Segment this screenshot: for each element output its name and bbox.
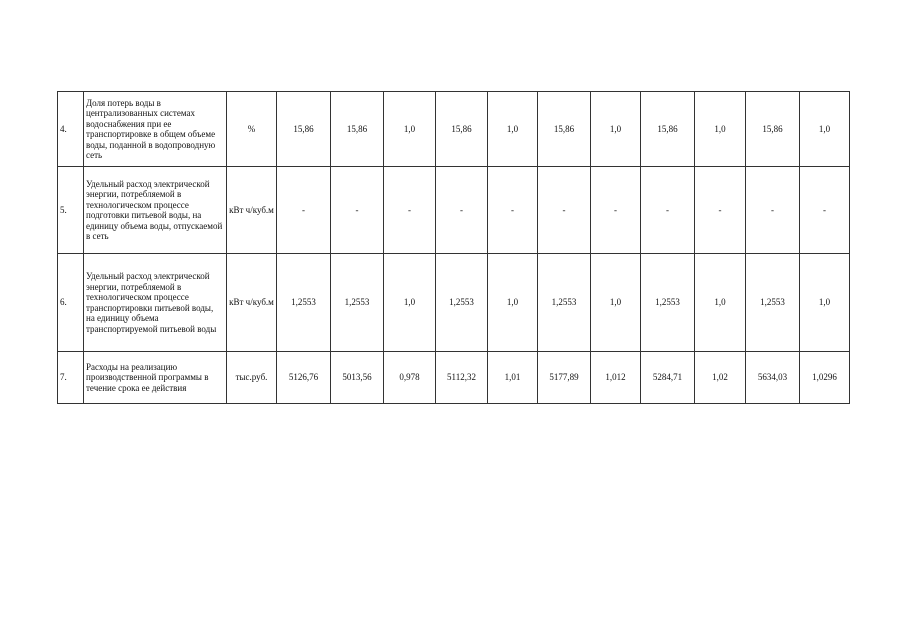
value-cell: - bbox=[277, 167, 331, 254]
value-cell: 0,978 bbox=[384, 352, 436, 404]
value-cell: 15,86 bbox=[436, 92, 488, 167]
value-cell: 1,02 bbox=[695, 352, 746, 404]
value-cell: 5634,03 bbox=[746, 352, 800, 404]
value-cell: - bbox=[641, 167, 695, 254]
value-cell: - bbox=[384, 167, 436, 254]
value-cell: 15,86 bbox=[641, 92, 695, 167]
value-cell: 1,2553 bbox=[538, 254, 591, 352]
row-number: 4. bbox=[58, 92, 84, 167]
value-cell: 5284,71 bbox=[641, 352, 695, 404]
value-cell: 1,2553 bbox=[436, 254, 488, 352]
table-row bbox=[58, 254, 850, 352]
value-cell: 1,0 bbox=[384, 254, 436, 352]
value-cell: - bbox=[436, 167, 488, 254]
table-row bbox=[58, 352, 850, 404]
unit-cell: тыс.руб. bbox=[227, 352, 277, 404]
value-cell: 15,86 bbox=[746, 92, 800, 167]
row-number: 6. bbox=[58, 254, 84, 352]
value-cell: 1,2553 bbox=[641, 254, 695, 352]
value-cell: 1,0 bbox=[384, 92, 436, 167]
indicators-table bbox=[57, 91, 850, 404]
unit-cell: % bbox=[227, 92, 277, 167]
value-cell: 5013,56 bbox=[331, 352, 384, 404]
value-cell: 15,86 bbox=[331, 92, 384, 167]
indicator-name: Доля потерь воды в централизованных системах водоснабжения при ее транспортировке в общем объеме воды, поданной в водопроводную сеть bbox=[84, 92, 227, 167]
value-cell: 1,0 bbox=[800, 254, 850, 352]
row-number: 7. bbox=[58, 352, 84, 404]
value-cell: - bbox=[488, 167, 538, 254]
indicator-name: Удельный расход электрической энергии, потребляемой в технологическом процессе подготовки питьевой воды, на единицу объема воды, отпускаемой в сеть bbox=[84, 167, 227, 254]
value-cell: - bbox=[746, 167, 800, 254]
value-cell: 1,0 bbox=[591, 92, 641, 167]
unit-cell: кВт ч/куб.м bbox=[227, 254, 277, 352]
value-cell: - bbox=[695, 167, 746, 254]
value-cell: 1,0 bbox=[695, 92, 746, 167]
unit-cell: кВт ч/куб.м bbox=[227, 167, 277, 254]
value-cell: 1,0 bbox=[488, 254, 538, 352]
value-cell: 1,0296 bbox=[800, 352, 850, 404]
value-cell: 1,012 bbox=[591, 352, 641, 404]
value-cell: - bbox=[538, 167, 591, 254]
value-cell: 15,86 bbox=[277, 92, 331, 167]
indicator-name: Удельный расход электрической энергии, потребляемой в технологическом процессе транспортировки питьевой воды, на единицу объема транспортируемой питьевой воды bbox=[84, 254, 227, 352]
value-cell: 1,0 bbox=[488, 92, 538, 167]
value-cell: 5177,89 bbox=[538, 352, 591, 404]
table-row bbox=[58, 167, 850, 254]
value-cell: 5126,76 bbox=[277, 352, 331, 404]
value-cell: 1,2553 bbox=[746, 254, 800, 352]
value-cell: 1,2553 bbox=[277, 254, 331, 352]
value-cell: 1,0 bbox=[591, 254, 641, 352]
row-number: 5. bbox=[58, 167, 84, 254]
value-cell: - bbox=[331, 167, 384, 254]
value-cell: 1,0 bbox=[695, 254, 746, 352]
value-cell: 1,01 bbox=[488, 352, 538, 404]
value-cell: - bbox=[591, 167, 641, 254]
value-cell: 5112,32 bbox=[436, 352, 488, 404]
table-row bbox=[58, 92, 850, 167]
value-cell: 1,2553 bbox=[331, 254, 384, 352]
value-cell: - bbox=[800, 167, 850, 254]
value-cell: 1,0 bbox=[800, 92, 850, 167]
indicator-name: Расходы на реализацию производственной программы в течение срока ее действия bbox=[84, 352, 227, 404]
value-cell: 15,86 bbox=[538, 92, 591, 167]
